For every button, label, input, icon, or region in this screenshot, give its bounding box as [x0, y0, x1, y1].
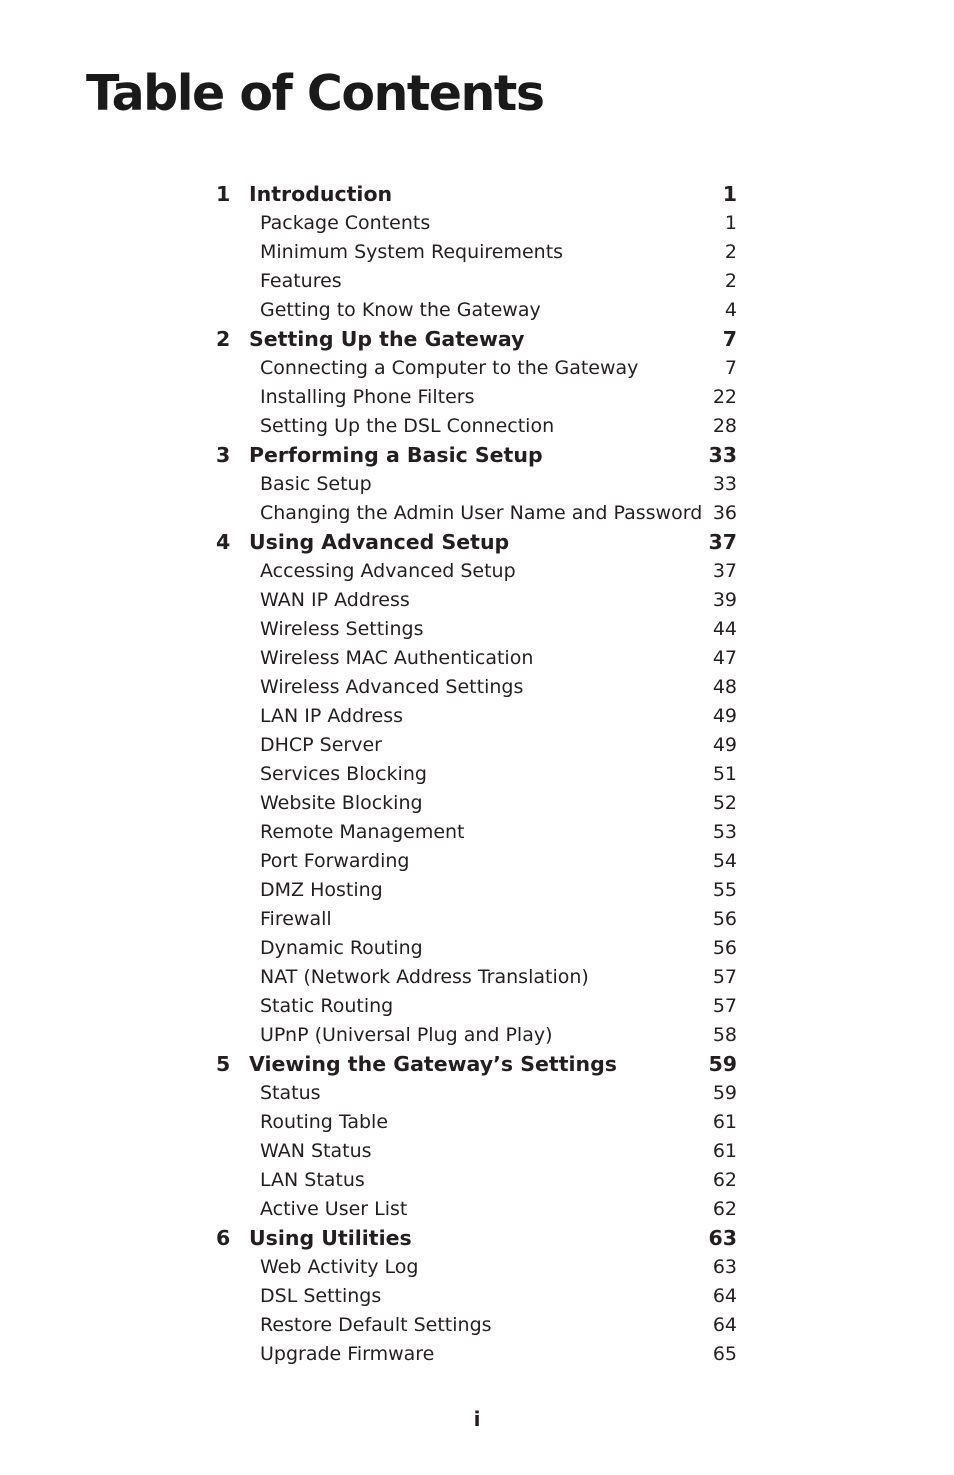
section-page-number: 48	[712, 676, 737, 698]
toc-section-row[interactable]	[216, 354, 737, 383]
section-title: NAT (Network Address Translation)	[260, 966, 589, 988]
section-page-number: 52	[712, 792, 737, 814]
section-title: Accessing Advanced Setup	[260, 560, 516, 582]
toc-section-row[interactable]	[216, 876, 737, 905]
section-page-number: 39	[712, 589, 737, 611]
chapter-number: 4	[216, 530, 231, 554]
toc-section-row[interactable]	[216, 209, 737, 238]
chapter-title: Viewing the Gateway’s Settings	[249, 1052, 617, 1076]
toc-section-row[interactable]	[216, 1108, 737, 1137]
section-title: WAN Status	[260, 1140, 372, 1162]
section-title: Wireless MAC Authentication	[260, 647, 534, 669]
section-page-number: 54	[712, 850, 737, 872]
section-page-number: 63	[712, 1256, 737, 1278]
chapter-page-number: 7	[722, 327, 737, 351]
chapter-page-number: 37	[708, 530, 737, 554]
section-title: Remote Management	[260, 821, 465, 843]
section-title: Basic Setup	[260, 473, 372, 495]
section-title: Wireless Settings	[260, 618, 424, 640]
chapter-block	[216, 1050, 737, 1224]
section-page-number: 37	[712, 560, 737, 582]
toc-section-row[interactable]	[216, 615, 737, 644]
chapter-title: Setting Up the Gateway	[249, 327, 525, 351]
section-title: Connecting a Computer to the Gateway	[260, 357, 639, 379]
page-number-folio: i	[473, 1407, 481, 1431]
chapter-page-number: 1	[722, 182, 737, 206]
toc-section-row[interactable]	[216, 1079, 737, 1108]
toc-section-row[interactable]	[216, 499, 737, 528]
section-title: Services Blocking	[260, 763, 427, 785]
toc-section-row[interactable]	[216, 267, 737, 296]
toc-section-row[interactable]	[216, 1253, 737, 1282]
chapter-block	[216, 180, 737, 325]
section-title: Features	[260, 270, 342, 292]
toc-section-row[interactable]	[216, 847, 737, 876]
toc-section-row[interactable]	[216, 1311, 737, 1340]
chapter-title: Performing a Basic Setup	[249, 443, 543, 467]
chapter-number: 6	[216, 1226, 231, 1250]
section-title: Static Routing	[260, 995, 394, 1017]
chapter-number: 5	[216, 1052, 231, 1076]
section-page-number: 28	[712, 415, 737, 437]
chapter-title: Using Advanced Setup	[249, 530, 510, 554]
chapter-title: Using Utilities	[249, 1226, 412, 1250]
toc-chapter-row[interactable]	[216, 1224, 737, 1253]
toc-chapter-row[interactable]	[216, 180, 737, 209]
section-page-number: 56	[712, 908, 737, 930]
section-page-number: 2	[724, 270, 737, 292]
page-title: Table of Contents	[86, 65, 544, 122]
section-page-number: 22	[712, 386, 737, 408]
section-page-number: 65	[712, 1343, 737, 1365]
toc-section-row[interactable]	[216, 934, 737, 963]
section-title: Setting Up the DSL Connection	[260, 415, 555, 437]
section-title: DHCP Server	[260, 734, 382, 756]
section-title: Restore Default Settings	[260, 1314, 492, 1336]
section-title: LAN Status	[260, 1169, 365, 1191]
chapter-block	[216, 528, 737, 1050]
section-page-number: 7	[724, 357, 737, 379]
toc-section-row[interactable]	[216, 1166, 737, 1195]
section-page-number: 2	[724, 241, 737, 263]
chapter-block	[216, 441, 737, 528]
toc-chapter-row[interactable]	[216, 528, 737, 557]
section-title: Status	[260, 1082, 321, 1104]
section-title: DMZ Hosting	[260, 879, 383, 901]
section-page-number: 61	[712, 1140, 737, 1162]
section-title: Web Activity Log	[260, 1256, 419, 1278]
toc-section-row[interactable]	[216, 731, 737, 760]
toc-section-row[interactable]	[216, 702, 737, 731]
section-page-number: 55	[712, 879, 737, 901]
section-page-number: 49	[712, 705, 737, 727]
chapter-title: Introduction	[249, 182, 393, 206]
table-of-contents	[216, 180, 737, 1369]
section-title: Minimum System Requirements	[260, 241, 564, 263]
toc-section-row[interactable]	[216, 470, 737, 499]
toc-section-row[interactable]	[216, 905, 737, 934]
toc-section-row[interactable]	[216, 1282, 737, 1311]
section-page-number: 51	[712, 763, 737, 785]
section-page-number: 64	[712, 1314, 737, 1336]
chapter-page-number: 63	[708, 1226, 737, 1250]
toc-section-row[interactable]	[216, 963, 737, 992]
toc-section-row[interactable]	[216, 992, 737, 1021]
section-title: Changing the Admin User Name and Password	[260, 502, 703, 524]
section-title: Routing Table	[260, 1111, 389, 1133]
section-title: Package Contents	[260, 212, 431, 234]
toc-section-row[interactable]	[216, 673, 737, 702]
chapter-number: 3	[216, 443, 231, 467]
section-page-number: 64	[712, 1285, 737, 1307]
toc-section-row[interactable]	[216, 644, 737, 673]
toc-section-row[interactable]	[216, 1021, 737, 1050]
toc-section-row[interactable]	[216, 1195, 737, 1224]
section-page-number: 47	[712, 647, 737, 669]
toc-section-row[interactable]	[216, 412, 737, 441]
section-page-number: 61	[712, 1111, 737, 1133]
toc-section-row[interactable]	[216, 557, 737, 586]
toc-section-row[interactable]	[216, 1340, 737, 1369]
chapter-block	[216, 1224, 737, 1369]
section-page-number: 49	[712, 734, 737, 756]
section-title: Installing Phone Filters	[260, 386, 475, 408]
toc-section-row[interactable]	[216, 789, 737, 818]
section-page-number: 62	[712, 1169, 737, 1191]
section-title: Getting to Know the Gateway	[260, 299, 541, 321]
section-title: Port Forwarding	[260, 850, 410, 872]
section-title: Firewall	[260, 908, 332, 930]
toc-chapter-row[interactable]	[216, 325, 737, 354]
chapter-block	[216, 325, 737, 441]
section-page-number: 56	[712, 937, 737, 959]
chapter-page-number: 59	[708, 1052, 737, 1076]
section-title: Upgrade Firmware	[260, 1343, 435, 1365]
chapter-number: 2	[216, 327, 231, 351]
toc-section-row[interactable]	[216, 818, 737, 847]
toc-section-row[interactable]	[216, 586, 737, 615]
section-page-number: 36	[712, 502, 737, 524]
section-page-number: 4	[724, 299, 737, 321]
toc-section-row[interactable]	[216, 238, 737, 267]
section-title: Website Blocking	[260, 792, 423, 814]
section-title: UPnP (Universal Plug and Play)	[260, 1024, 553, 1046]
section-page-number: 58	[712, 1024, 737, 1046]
section-page-number: 62	[712, 1198, 737, 1220]
toc-chapter-row[interactable]	[216, 1050, 737, 1079]
section-title: Active User List	[260, 1198, 408, 1220]
section-title: WAN IP Address	[260, 589, 410, 611]
section-title: DSL Settings	[260, 1285, 382, 1307]
section-page-number: 44	[712, 618, 737, 640]
section-page-number: 57	[712, 966, 737, 988]
toc-section-row[interactable]	[216, 296, 737, 325]
section-page-number: 57	[712, 995, 737, 1017]
toc-section-row[interactable]	[216, 383, 737, 412]
section-page-number: 59	[712, 1082, 737, 1104]
toc-section-row[interactable]	[216, 1137, 737, 1166]
toc-section-row[interactable]	[216, 760, 737, 789]
section-page-number: 1	[724, 212, 737, 234]
section-page-number: 33	[712, 473, 737, 495]
section-title: LAN IP Address	[260, 705, 404, 727]
chapter-number: 1	[216, 182, 231, 206]
toc-chapter-row[interactable]	[216, 441, 737, 470]
section-title: Wireless Advanced Settings	[260, 676, 524, 698]
chapter-page-number: 33	[708, 443, 737, 467]
section-title: Dynamic Routing	[260, 937, 423, 959]
section-page-number: 53	[712, 821, 737, 843]
